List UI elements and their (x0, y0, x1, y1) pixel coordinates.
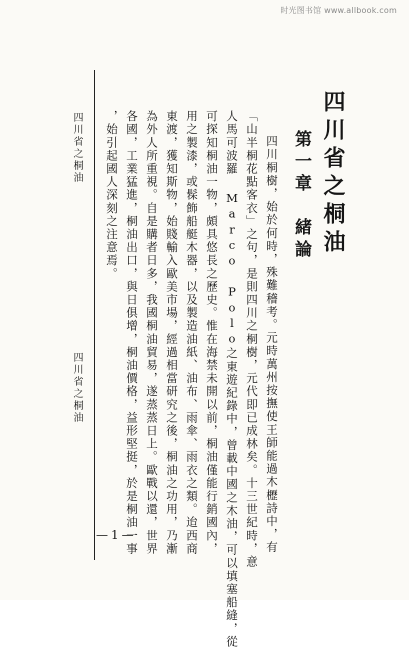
body-column-1: 四川桐樹，始於何時，殊難稽考。元時萬州按撫使王師能過木櫪詩中，有 (265, 135, 279, 555)
running-head: 四川省之桐油 (71, 112, 82, 184)
body-column-4: 可探知桐油一物，頗具悠長之歷史。惟在海禁未開以前，桐油僅能行銷國內， (205, 110, 219, 556)
body-column-8: 各國，工業猛進，桐油出口，與日俱增，桐油價格，益形堅挺，於是桐油一事 (125, 110, 139, 556)
margin-rule (94, 70, 95, 560)
body-column-9: ，始引起國人深刻之注意焉。 (105, 110, 119, 281)
running-head-repeat: 四川省之桐油 (71, 352, 82, 424)
body-column-2: 「山半桐花點客衣」之句，是則四川之桐樹，元代即已成林矣。十三世紀時，意 (245, 110, 259, 569)
body-column-7: 為外人所重視。自是購者日多，我國桐油貿易，遂蒸蒸日上。歐戰以還，世界 (145, 110, 159, 556)
page-number: —1— (96, 528, 137, 542)
book-title: 四川省之桐油 (320, 90, 346, 258)
watermark: 时光图书馆 www.allbook.com (280, 6, 397, 15)
body-column-6: 東渡，獲知斯物，始賤輸入歐美市場，經過相當研究之後，桐油之功用，乃漸 (165, 110, 179, 556)
body-column-3: 人馬可波羅 Marco Polo之東遊紀錄中，曾載中國之木油，可以填塞船縫，從 (225, 110, 239, 648)
body-column-5: 用之製漆，或髹飾船艇木器，以及製造油紙、油布、雨傘、雨衣之類。迨西商 (185, 110, 199, 556)
chapter-title: 第一章 緒論 (291, 130, 311, 262)
